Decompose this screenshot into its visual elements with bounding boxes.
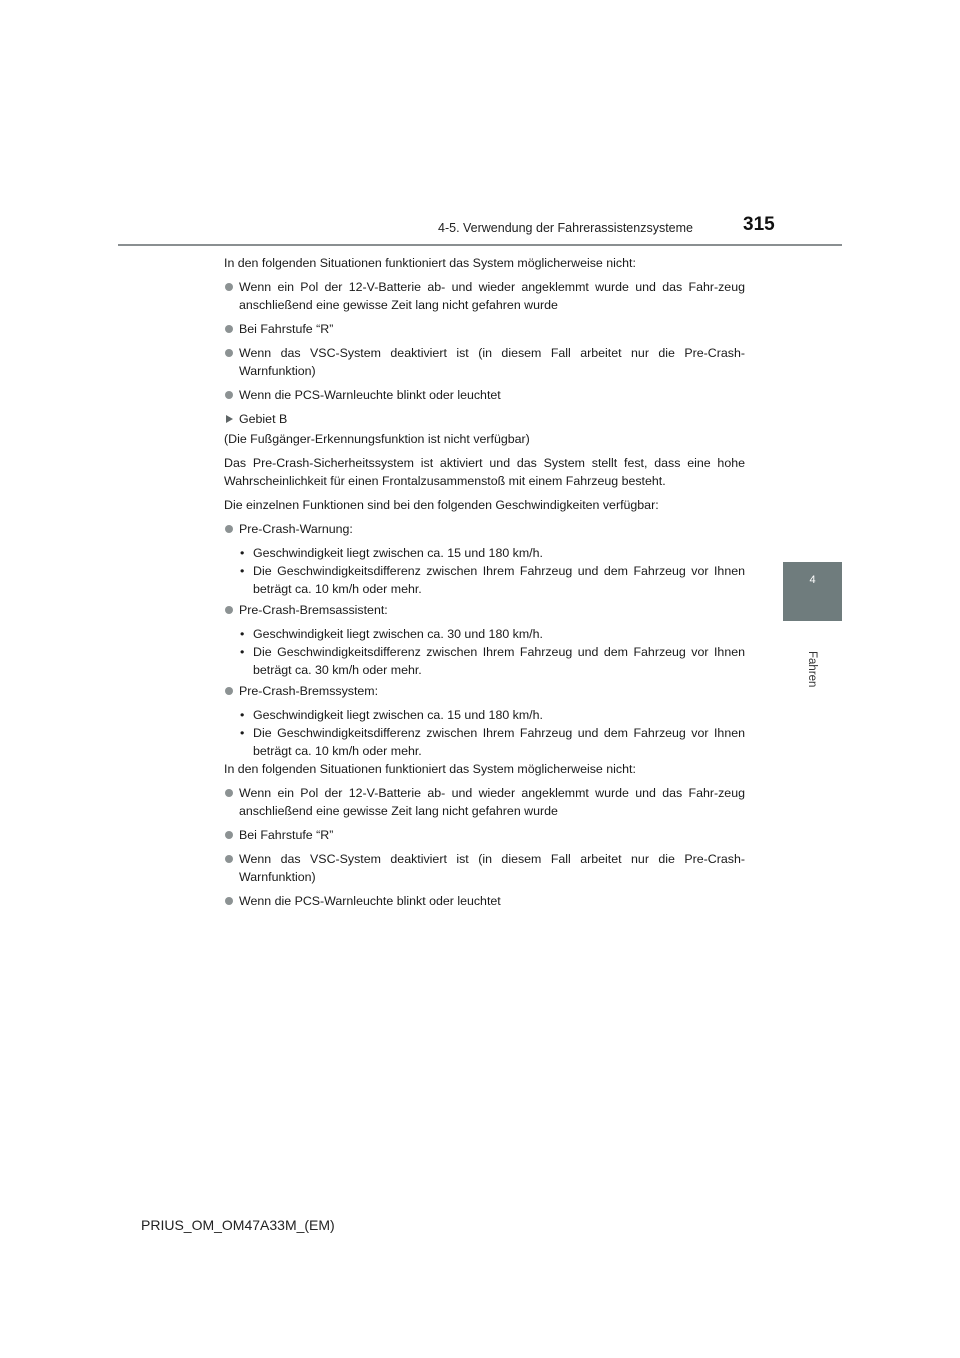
list-item: Wenn ein Pol der 12-V-Batterie ab- und wieder angeklemmt wurde und das Fahr-zeug anschließend eine gewisse Zeit lang nicht gefahren wurde [224,278,745,314]
function-name: Pre-Crash-Bremsassistent: [224,601,745,619]
list-item: Wenn das VSC-System deaktiviert ist (in diesem Fall arbeitet nur die Pre-Crash-Warnfunktion) [224,344,745,380]
area-b-subtitle: (Die Fußgänger-Erkennungsfunktion ist nicht verfügbar) [224,432,530,446]
chapter-tab-number: 4 [809,574,816,586]
sub-bullet-icon: • [240,726,245,740]
sub-bullet-icon: • [240,627,245,641]
function-conditions [238,706,745,760]
page-body [224,254,745,916]
list-item: • Die Geschwindigkeitsdifferenz zwischen Ihrem Fahrzeug und dem Fahrzeug vor Ihnen beträgt ca. 30 km/h oder mehr. [240,645,745,677]
area-b-heading [224,410,745,428]
bullet-dot-icon [225,789,233,797]
area-b-title: Gebiet B [239,412,288,426]
intro-paragraph-2: In den folgenden Situationen funktioniert das System möglicherweise nicht: [224,762,636,776]
chapter-tab-label: Fahren [806,651,818,688]
bullet-dot-icon [225,831,233,839]
bullet-dot-icon [225,687,233,695]
bullet-dot-icon [225,325,233,333]
page-number: 315 [743,214,775,235]
sub-bullet-icon: • [240,546,245,560]
header-section-title: 4-5. Verwendung der Fahrerassistenzsysteme [438,221,693,235]
list-item: • Geschwindigkeit liegt zwischen ca. 15 und 180 km/h. [240,546,543,560]
paragraph-1: Das Pre-Crash-Sicherheitssystem ist aktiviert und das System stellt fest, dass eine hohe Wahrscheinlichkeit für einen Frontalzusammenstoß mit einem Fahrzeug besteht. [224,456,745,488]
list-item: • Geschwindigkeit liegt zwischen ca. 15 und 180 km/h. [240,708,543,722]
footer-document-id: PRIUS_OM_OM47A33M_(EM) [141,1217,335,1233]
bullet-dot-icon [225,525,233,533]
list-item: Bei Fahrstufe “R” [224,320,745,338]
function-block [224,682,745,760]
chapter-tab [783,562,842,621]
bullet-dot-icon [225,855,233,863]
bullet-dot-icon [225,349,233,357]
function-conditions [238,625,745,679]
function-block [224,520,745,598]
list-item: Wenn die PCS-Warnleuchte blinkt oder leuchtet [224,892,745,910]
list-item: Bei Fahrstufe “R” [224,826,745,844]
function-name: Pre-Crash-Bremssystem: [224,682,745,700]
bullet-list-2 [224,784,745,910]
triangle-marker-icon [226,415,233,423]
function-name: Pre-Crash-Warnung: [224,520,745,538]
sub-bullet-icon: • [240,564,245,578]
bullet-dot-icon [225,391,233,399]
intro-paragraph-1: In den folgenden Situationen funktioniert das System möglicherweise nicht: [224,256,636,270]
bullet-dot-icon [225,606,233,614]
list-item: • Die Geschwindigkeitsdifferenz zwischen Ihrem Fahrzeug und dem Fahrzeug vor Ihnen beträgt ca. 10 km/h oder mehr. [240,726,745,758]
list-item: • Die Geschwindigkeitsdifferenz zwischen Ihrem Fahrzeug und dem Fahrzeug vor Ihnen beträgt ca. 10 km/h oder mehr. [240,564,745,596]
sub-bullet-icon: • [240,708,245,722]
function-block [224,601,745,679]
list-item: • Geschwindigkeit liegt zwischen ca. 30 und 180 km/h. [240,627,543,641]
function-conditions [238,544,745,598]
list-item: Wenn das VSC-System deaktiviert ist (in diesem Fall arbeitet nur die Pre-Crash-Warnfunktion) [224,850,745,886]
list-item: Wenn ein Pol der 12-V-Batterie ab- und wieder angeklemmt wurde und das Fahr-zeug anschließend eine gewisse Zeit lang nicht gefahren wurde [224,784,745,820]
list-item: Wenn die PCS-Warnleuchte blinkt oder leuchtet [224,386,745,404]
sub-bullet-icon: • [240,645,245,659]
paragraph-2: Die einzelnen Funktionen sind bei den folgenden Geschwindigkeiten verfügbar: [224,498,659,512]
header-rule [118,244,842,246]
bullet-list-1 [224,278,745,404]
bullet-dot-icon [225,897,233,905]
bullet-dot-icon [225,283,233,291]
